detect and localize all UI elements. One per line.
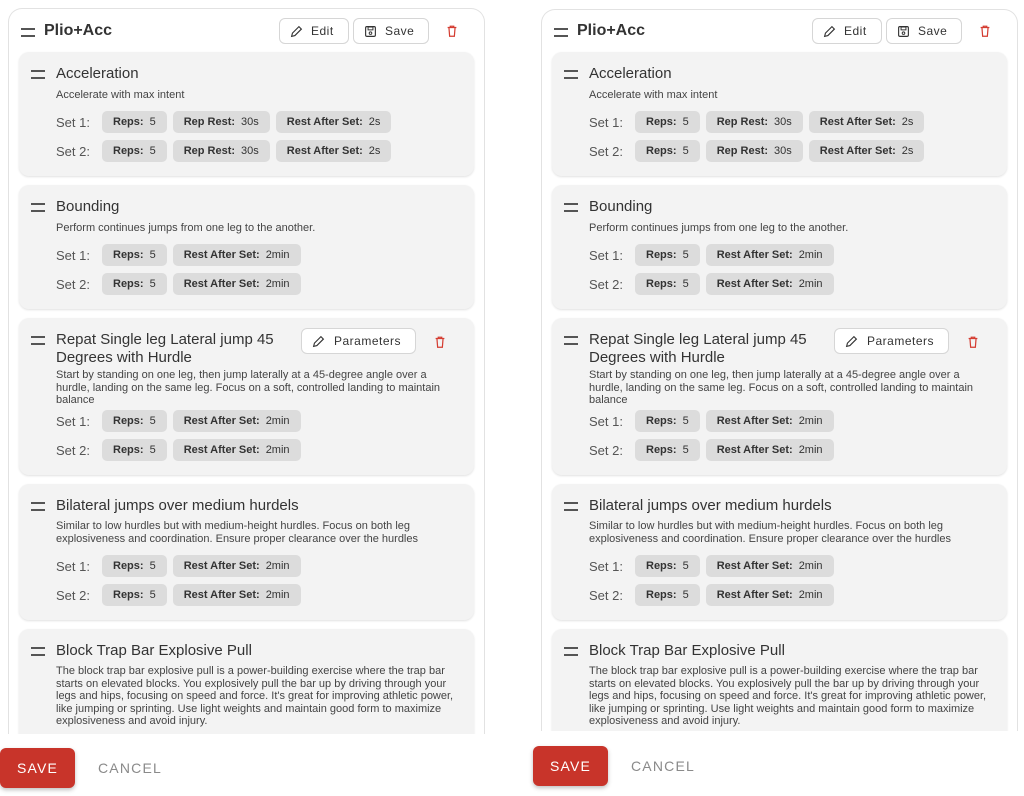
reps-chip[interactable]: Reps: 5 bbox=[102, 244, 167, 266]
reps-chip[interactable]: Reps: 5 bbox=[635, 111, 700, 133]
delete-exercise-icon[interactable] bbox=[433, 335, 447, 349]
edit-button[interactable] bbox=[279, 18, 349, 44]
exercise-title: Acceleration bbox=[589, 65, 672, 82]
reps-chip[interactable]: Reps: 5 bbox=[102, 439, 167, 461]
drag-handle-icon[interactable] bbox=[564, 336, 578, 345]
exercise-card[interactable] bbox=[19, 629, 474, 734]
exercise-description: Start by standing on one leg, then jump laterally at a 45-degree angle over a hurdle, landing on the same leg. Focus on a soft, controlled landing to maintain balance bbox=[56, 369, 441, 406]
set-row bbox=[589, 273, 834, 295]
set-row bbox=[56, 111, 391, 133]
reps-chip[interactable]: Reps: 5 bbox=[635, 584, 700, 606]
rest-after-set-chip[interactable]: Rest After Set: 2s bbox=[809, 140, 925, 162]
set-label: Set 2: bbox=[589, 143, 623, 159]
parameters-button[interactable] bbox=[301, 328, 416, 354]
exercise-card[interactable] bbox=[552, 52, 1007, 176]
set-label: Set 1: bbox=[589, 558, 623, 574]
exercise-card[interactable] bbox=[552, 629, 1007, 731]
exercise-title: Bounding bbox=[56, 198, 120, 215]
set-label: Set 2: bbox=[56, 442, 90, 458]
cancel-button[interactable]: CANCEL bbox=[631, 758, 695, 774]
exercise-description: Accelerate with max intent bbox=[56, 89, 185, 101]
exercise-card-selected[interactable] bbox=[552, 318, 1007, 475]
workout-panel-right bbox=[533, 0, 1024, 796]
rep-rest-chip[interactable]: Rep Rest: 30s bbox=[706, 140, 803, 162]
drag-handle-icon[interactable] bbox=[31, 647, 45, 656]
rest-after-set-chip[interactable]: Rest After Set: 2min bbox=[173, 584, 301, 606]
exercise-title: Block Trap Bar Explosive Pull bbox=[589, 642, 785, 659]
set-label: Set 1: bbox=[56, 413, 90, 429]
drag-handle-icon[interactable] bbox=[31, 203, 45, 212]
set-row bbox=[56, 273, 301, 295]
set-row bbox=[589, 244, 834, 266]
rep-rest-chip[interactable]: Rep Rest: 30s bbox=[173, 140, 270, 162]
pencil-icon bbox=[845, 335, 858, 348]
rest-after-set-chip[interactable]: Rest After Set: 2min bbox=[706, 273, 834, 295]
exercise-card[interactable] bbox=[19, 52, 474, 176]
cancel-button[interactable]: CANCEL bbox=[98, 760, 162, 776]
exercise-title: Bilateral jumps over medium hurdels bbox=[589, 497, 832, 514]
rest-after-set-chip[interactable]: Rest After Set: 2min bbox=[173, 244, 301, 266]
set-label: Set 2: bbox=[56, 276, 90, 292]
rep-rest-chip[interactable]: Rep Rest: 30s bbox=[173, 111, 270, 133]
set-label: Set 2: bbox=[589, 587, 623, 603]
rest-after-set-chip[interactable]: Rest After Set: 2s bbox=[276, 140, 392, 162]
set-label: Set 2: bbox=[589, 442, 623, 458]
reps-chip[interactable]: Reps: 5 bbox=[102, 140, 167, 162]
save-button[interactable]: SAVE bbox=[0, 748, 75, 788]
drag-handle-icon[interactable] bbox=[31, 336, 45, 345]
set-row bbox=[589, 111, 924, 133]
reps-chip[interactable]: Reps: 5 bbox=[102, 584, 167, 606]
set-label: Set 1: bbox=[589, 247, 623, 263]
exercise-title: Acceleration bbox=[56, 65, 139, 82]
pencil-icon bbox=[312, 335, 325, 348]
set-label: Set 1: bbox=[56, 114, 90, 130]
rest-after-set-chip[interactable]: Rest After Set: 2min bbox=[706, 555, 834, 577]
set-row bbox=[56, 244, 301, 266]
delete-group-icon[interactable] bbox=[978, 24, 992, 38]
set-label: Set 1: bbox=[589, 114, 623, 130]
set-label: Set 2: bbox=[589, 276, 623, 292]
set-row bbox=[56, 584, 301, 606]
set-row bbox=[56, 140, 391, 162]
parameters-button[interactable] bbox=[834, 328, 949, 354]
rest-after-set-chip[interactable]: Rest After Set: 2min bbox=[706, 410, 834, 432]
rest-after-set-chip[interactable]: Rest After Set: 2s bbox=[809, 111, 925, 133]
parameters-label: Parameters bbox=[867, 334, 935, 348]
group-title: Plio+Acc bbox=[44, 22, 113, 39]
drag-handle-icon[interactable] bbox=[21, 28, 35, 37]
drag-handle-icon[interactable] bbox=[554, 28, 568, 37]
group-header bbox=[19, 17, 470, 47]
delete-exercise-icon[interactable] bbox=[966, 335, 980, 349]
exercise-description: The block trap bar explosive pull is a power-building exercise where the trap bar starts on elevated blocks. You explosively pull the bar up by driving through your legs and hips, focusing on speed and force. It's great for improving athletic power, like jumping or sprinting. Use light weights and maintain good form to maximize explosiveness and avoid injury. bbox=[56, 665, 454, 727]
reps-chip[interactable]: Reps: 5 bbox=[635, 244, 700, 266]
rep-rest-chip[interactable]: Rep Rest: 30s bbox=[706, 111, 803, 133]
drag-handle-icon[interactable] bbox=[31, 502, 45, 511]
exercise-title: Repat Single leg Lateral jump 45 Degrees with Hurdle bbox=[56, 331, 274, 366]
rest-after-set-chip[interactable]: Rest After Set: 2min bbox=[706, 584, 834, 606]
set-row bbox=[589, 439, 834, 461]
save-button[interactable]: SAVE bbox=[533, 746, 608, 786]
exercise-description: Similar to low hurdles but with medium-height hurdles. Focus on both leg explosiveness and coordination. Ensure proper clearance over the hurdles bbox=[56, 520, 418, 545]
drag-handle-icon[interactable] bbox=[564, 647, 578, 656]
exercise-title: Bounding bbox=[589, 198, 653, 215]
rest-after-set-chip[interactable]: Rest After Set: 2min bbox=[173, 439, 301, 461]
floppy-disk-icon bbox=[364, 25, 377, 38]
rest-after-set-chip[interactable]: Rest After Set: 2min bbox=[173, 410, 301, 432]
reps-chip[interactable]: Reps: 5 bbox=[102, 410, 167, 432]
rest-after-set-chip[interactable]: Rest After Set: 2s bbox=[276, 111, 392, 133]
reps-chip[interactable]: Reps: 5 bbox=[635, 410, 700, 432]
drag-handle-icon[interactable] bbox=[564, 502, 578, 511]
exercise-description: Accelerate with max intent bbox=[589, 89, 718, 101]
set-row bbox=[56, 555, 301, 577]
set-row bbox=[589, 555, 834, 577]
set-label: Set 2: bbox=[56, 587, 90, 603]
exercise-title: Block Trap Bar Explosive Pull bbox=[56, 642, 252, 659]
reps-chip[interactable]: Reps: 5 bbox=[102, 555, 167, 577]
exercise-group-card bbox=[8, 8, 485, 734]
set-row bbox=[589, 410, 834, 432]
exercise-card[interactable] bbox=[552, 484, 1007, 620]
exercise-description: Perform continues jumps from one leg to the another. bbox=[589, 222, 849, 234]
reps-chip[interactable]: Reps: 5 bbox=[635, 555, 700, 577]
drag-handle-icon[interactable] bbox=[564, 70, 578, 79]
exercise-title: Bilateral jumps over medium hurdels bbox=[56, 497, 299, 514]
set-label: Set 1: bbox=[589, 413, 623, 429]
workout-panel-left bbox=[0, 0, 492, 796]
set-label: Set 1: bbox=[56, 558, 90, 574]
delete-group-icon[interactable] bbox=[445, 24, 459, 38]
exercise-group-card bbox=[541, 9, 1018, 731]
exercise-description: Similar to low hurdles but with medium-height hurdles. Focus on both leg explosiveness and coordination. Ensure proper clearance over the hurdles bbox=[589, 520, 951, 545]
exercise-title: Repat Single leg Lateral jump 45 Degrees with Hurdle bbox=[589, 331, 807, 366]
edit-label: Edit bbox=[311, 24, 334, 38]
exercise-card[interactable] bbox=[19, 185, 474, 309]
reps-chip[interactable]: Reps: 5 bbox=[635, 140, 700, 162]
save-group-button[interactable] bbox=[353, 18, 429, 44]
exercise-description: Perform continues jumps from one leg to the another. bbox=[56, 222, 316, 234]
set-label: Set 1: bbox=[56, 247, 90, 263]
pencil-icon bbox=[290, 25, 303, 38]
group-header bbox=[552, 17, 1003, 47]
parameters-label: Parameters bbox=[334, 334, 402, 348]
exercise-card[interactable] bbox=[552, 185, 1007, 309]
reps-chip[interactable]: Reps: 5 bbox=[635, 439, 700, 461]
set-label: Set 2: bbox=[56, 143, 90, 159]
rest-after-set-chip[interactable]: Rest After Set: 2min bbox=[706, 439, 834, 461]
save-label: Save bbox=[918, 24, 948, 38]
group-title: Plio+Acc bbox=[577, 22, 646, 39]
floppy-disk-icon bbox=[897, 25, 910, 38]
edit-button[interactable] bbox=[812, 18, 882, 44]
set-row bbox=[589, 584, 834, 606]
edit-label: Edit bbox=[844, 24, 867, 38]
rest-after-set-chip[interactable]: Rest After Set: 2min bbox=[173, 555, 301, 577]
drag-handle-icon[interactable] bbox=[31, 70, 45, 79]
reps-chip[interactable]: Reps: 5 bbox=[102, 111, 167, 133]
exercise-card[interactable] bbox=[19, 484, 474, 620]
save-label: Save bbox=[385, 24, 415, 38]
exercise-card-selected[interactable] bbox=[19, 318, 474, 475]
set-row bbox=[589, 140, 924, 162]
save-group-button[interactable] bbox=[886, 18, 962, 44]
set-row bbox=[56, 410, 301, 432]
exercise-description: The block trap bar explosive pull is a power-building exercise where the trap bar starts on elevated blocks. You explosively pull the bar up by driving through your legs and hips, focusing on speed and force. It's great for improving athletic power, like jumping or sprinting. Use light weights and maintain good form to maximize explosiveness and avoid injury. bbox=[589, 665, 987, 727]
set-row bbox=[56, 439, 301, 461]
rest-after-set-chip[interactable]: Rest After Set: 2min bbox=[173, 273, 301, 295]
rest-after-set-chip[interactable]: Rest After Set: 2min bbox=[706, 244, 834, 266]
pencil-icon bbox=[823, 25, 836, 38]
exercise-description: Start by standing on one leg, then jump laterally at a 45-degree angle over a hurdle, landing on the same leg. Focus on a soft, controlled landing to maintain balance bbox=[589, 369, 974, 406]
reps-chip[interactable]: Reps: 5 bbox=[635, 273, 700, 295]
reps-chip[interactable]: Reps: 5 bbox=[102, 273, 167, 295]
drag-handle-icon[interactable] bbox=[564, 203, 578, 212]
